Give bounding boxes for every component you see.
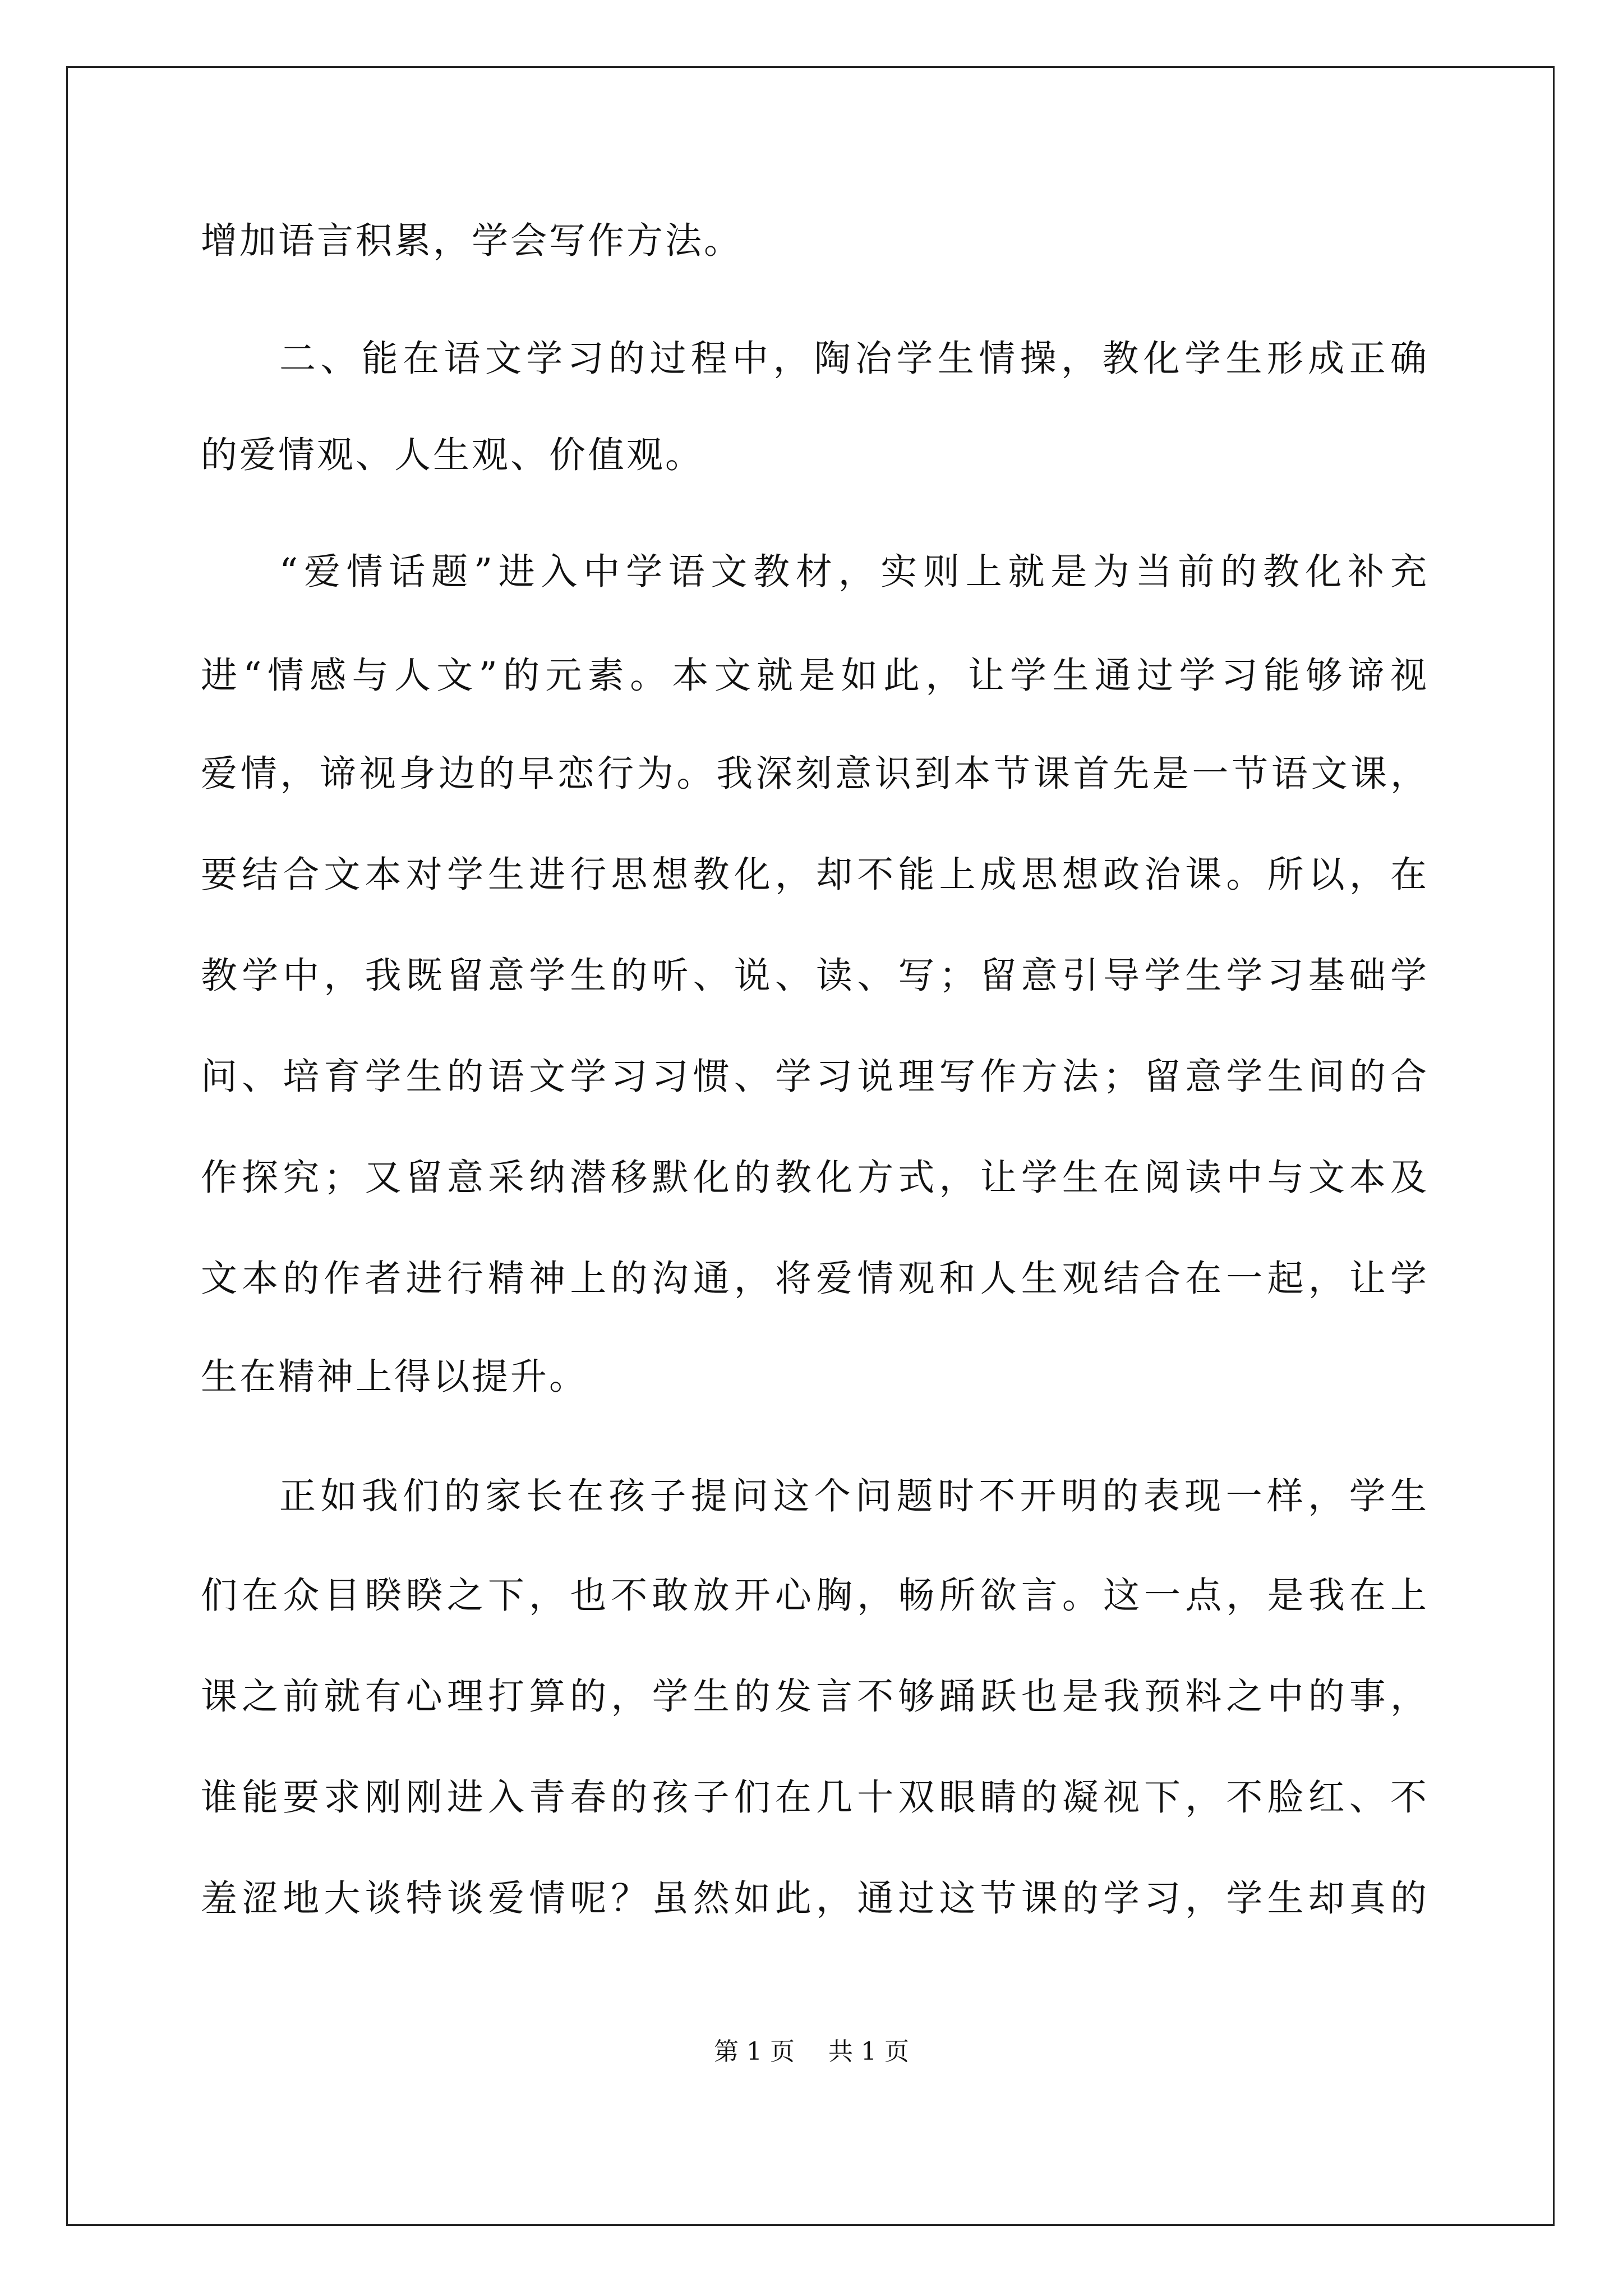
page-number-current: 第 1 页 [714, 2037, 795, 2066]
text-line: 羞涩地大谈特谈爱情呢？虽然如此，通过这节课的学习，学生却真的 [201, 1878, 1429, 1920]
text-line: 谁能要求刚刚进入青春的孩子们在几十双眼睛的凝视下，不脸红、不 [201, 1777, 1429, 1819]
text-line: 进“情感与人文”的元素。本文就是如此，让学生通过学习能够谛视 [201, 655, 1429, 697]
text-line: “爱情话题”进入中学语文教材，实则上就是为当前的教化补充 [279, 551, 1429, 593]
text-line: 问、培育学生的语文学习习惯、学习说理写作方法；留意学生间的合 [201, 1056, 1429, 1098]
text-line: 课之前就有心理打算的，学生的发言不够踊跃也是我预料之中的事， [201, 1676, 1429, 1718]
text-line: 要结合文本对学生进行思想教化，却不能上成思想政治课。所以，在 [201, 854, 1429, 896]
text-line: 文本的作者进行精神上的沟通，将爱情观和人生观结合在一起，让学 [201, 1258, 1429, 1300]
text-line: 的爱情观、人生观、价值观。 [201, 434, 704, 476]
text-line: 们在众目睽睽之下，也不敢放开心胸，畅所欲言。这一点，是我在上 [201, 1575, 1429, 1617]
text-line: 增加语言积累，学会写作方法。 [201, 220, 743, 262]
text-line: 爱情，谛视身边的早恋行为。我深刻意识到本节课首先是一节语文课， [201, 753, 1429, 795]
text-line: 二、能在语文学习的过程中，陶冶学生情操，教化学生形成正确 [279, 338, 1429, 380]
page-footer [0, 2035, 1623, 2069]
text-line: 生在精神上得以提升。 [201, 1356, 588, 1398]
text-line: 正如我们的家长在孩子提问这个问题时不开明的表现一样，学生 [279, 1475, 1429, 1517]
page-number-total: 共 1 页 [828, 2037, 909, 2066]
text-line: 作探究；又留意采纳潜移默化的教化方式，让学生在阅读中与文本及 [201, 1157, 1429, 1199]
text-line: 教学中，我既留意学生的听、说、读、写；留意引导学生学习基础学 [201, 955, 1429, 997]
